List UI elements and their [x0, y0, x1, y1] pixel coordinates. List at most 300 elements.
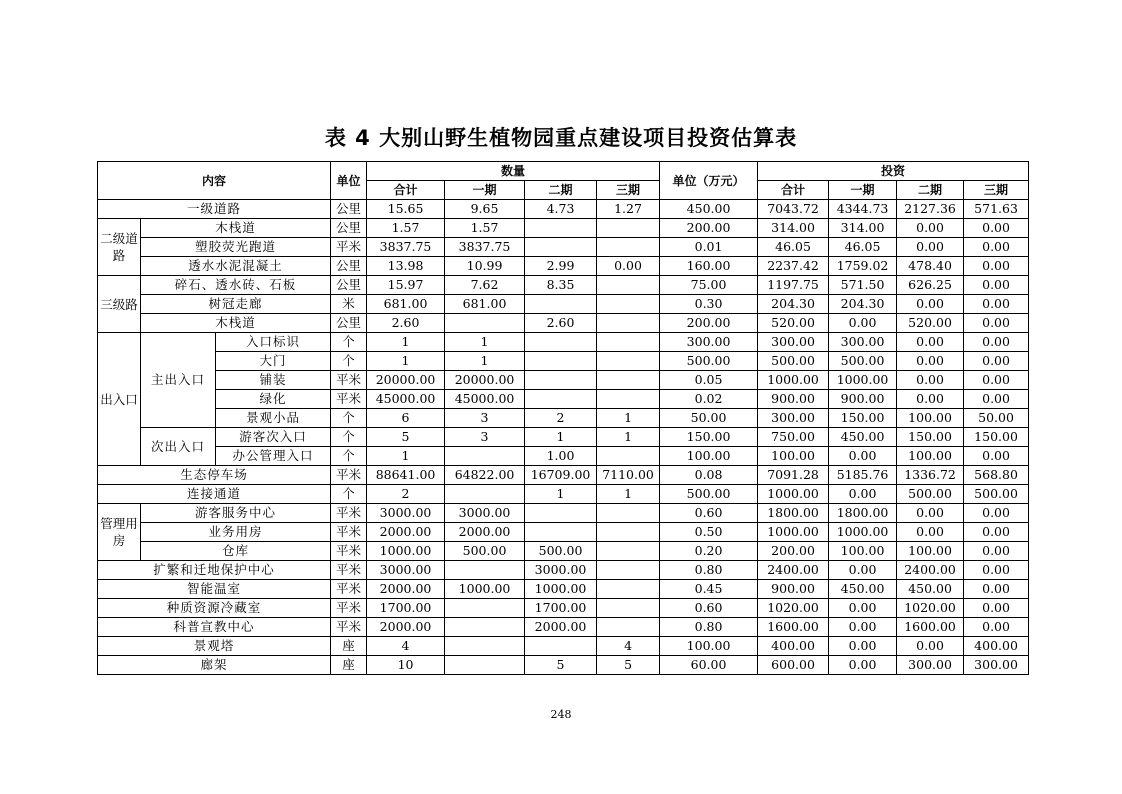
row-unit-price: 150.00	[660, 428, 758, 447]
row-unit: 平米	[331, 542, 367, 561]
row-inv-phase2: 0.00	[897, 371, 964, 390]
row-inv-phase2: 0.00	[897, 637, 964, 656]
row-inv-total: 100.00	[758, 447, 829, 466]
row-unit: 个	[331, 409, 367, 428]
row-inv-phase1: 450.00	[829, 428, 897, 447]
row-qty-phase1: 681.00	[445, 295, 525, 314]
row-qty-phase3	[597, 238, 660, 257]
table-row	[98, 333, 1029, 352]
row-inv-phase2: 100.00	[897, 409, 964, 428]
row-unit-price: 0.50	[660, 523, 758, 542]
row-qty-phase2	[525, 637, 597, 656]
row-unit: 公里	[331, 314, 367, 333]
table-row	[98, 561, 1029, 580]
row-qty-phase1: 1	[445, 333, 525, 352]
row-unit: 座	[331, 637, 367, 656]
row-inv-total: 1800.00	[758, 504, 829, 523]
row-name: 游客次入口	[216, 428, 331, 447]
row-inv-phase3: 0.00	[964, 580, 1029, 599]
row-qty-phase2	[525, 219, 597, 238]
row-qty-phase1: 3837.75	[445, 238, 525, 257]
row-qty-phase3	[597, 314, 660, 333]
row-qty-total: 2000.00	[367, 618, 445, 637]
row-inv-phase1: 0.00	[829, 447, 897, 466]
row-unit-price: 200.00	[660, 314, 758, 333]
row-name: 扩繁和迁地保护中心	[98, 561, 331, 580]
row-name: 塑胶荧光跑道	[141, 238, 331, 257]
row-inv-phase2: 0.00	[897, 504, 964, 523]
row-inv-phase2: 0.00	[897, 333, 964, 352]
row-inv-phase1: 0.00	[829, 485, 897, 504]
row-inv-phase3: 0.00	[964, 371, 1029, 390]
table-row	[98, 409, 1029, 428]
row-inv-phase3: 500.00	[964, 485, 1029, 504]
row-unit-price: 0.02	[660, 390, 758, 409]
row-inv-phase3: 400.00	[964, 637, 1029, 656]
row-inv-phase1: 5185.76	[829, 466, 897, 485]
row-name: 智能温室	[98, 580, 331, 599]
row-inv-phase2: 0.00	[897, 219, 964, 238]
row-inv-total: 500.00	[758, 352, 829, 371]
row-qty-phase2: 16709.00	[525, 466, 597, 485]
group-secondary-road: 二级道路	[98, 219, 141, 276]
row-inv-phase3: 0.00	[964, 295, 1029, 314]
row-unit: 平米	[331, 561, 367, 580]
row-qty-phase3	[597, 542, 660, 561]
header-inv-phase1: 一期	[829, 181, 897, 200]
row-name: 科普宣教中心	[98, 618, 331, 637]
row-name: 种质资源冷藏室	[98, 599, 331, 618]
row-unit-price: 100.00	[660, 447, 758, 466]
row-inv-phase3: 0.00	[964, 314, 1029, 333]
row-qty-phase3: 1	[597, 485, 660, 504]
row-qty-phase1: 500.00	[445, 542, 525, 561]
table-row	[98, 352, 1029, 371]
row-qty-phase2: 1700.00	[525, 599, 597, 618]
row-inv-total: 204.30	[758, 295, 829, 314]
row-inv-phase1: 450.00	[829, 580, 897, 599]
row-qty-phase3	[597, 371, 660, 390]
row-inv-phase3: 0.00	[964, 219, 1029, 238]
row-inv-phase2: 500.00	[897, 485, 964, 504]
row-inv-phase1: 0.00	[829, 618, 897, 637]
row-unit: 公里	[331, 219, 367, 238]
row-unit: 平米	[331, 390, 367, 409]
row-inv-phase2: 626.25	[897, 276, 964, 295]
row-inv-total: 1197.75	[758, 276, 829, 295]
row-qty-total: 2000.00	[367, 580, 445, 599]
table-row	[98, 523, 1029, 542]
row-inv-phase3: 0.00	[964, 447, 1029, 466]
row-inv-total: 46.05	[758, 238, 829, 257]
table-row	[98, 200, 1029, 219]
row-qty-total: 5	[367, 428, 445, 447]
row-inv-total: 2237.42	[758, 257, 829, 276]
row-inv-phase3: 0.00	[964, 257, 1029, 276]
row-inv-phase3: 0.00	[964, 542, 1029, 561]
row-inv-phase2: 100.00	[897, 542, 964, 561]
row-unit-price: 300.00	[660, 333, 758, 352]
row-qty-phase3	[597, 219, 660, 238]
header-inv-total: 合计	[758, 181, 829, 200]
row-unit: 公里	[331, 276, 367, 295]
group-secondary-entrance: 次出入口	[141, 428, 216, 466]
row-unit-price: 0.05	[660, 371, 758, 390]
table-row	[98, 371, 1029, 390]
row-inv-phase3: 300.00	[964, 656, 1029, 675]
row-inv-phase3: 0.00	[964, 238, 1029, 257]
row-qty-phase2: 1	[525, 485, 597, 504]
row-inv-phase2: 478.40	[897, 257, 964, 276]
row-qty-phase3: 1	[597, 428, 660, 447]
table-row	[98, 276, 1029, 295]
row-inv-phase2: 300.00	[897, 656, 964, 675]
row-qty-total: 1000.00	[367, 542, 445, 561]
row-unit: 公里	[331, 200, 367, 219]
row-unit-price: 0.01	[660, 238, 758, 257]
row-name: 绿化	[216, 390, 331, 409]
row-qty-total: 6	[367, 409, 445, 428]
row-inv-phase1: 0.00	[829, 599, 897, 618]
row-qty-phase1: 9.65	[445, 200, 525, 219]
row-qty-total: 2000.00	[367, 523, 445, 542]
row-unit-price: 200.00	[660, 219, 758, 238]
table-row	[98, 485, 1029, 504]
row-inv-total: 1020.00	[758, 599, 829, 618]
row-inv-phase2: 450.00	[897, 580, 964, 599]
row-inv-phase1: 1000.00	[829, 371, 897, 390]
row-inv-total: 400.00	[758, 637, 829, 656]
row-unit: 平米	[331, 523, 367, 542]
row-inv-phase1: 1000.00	[829, 523, 897, 542]
row-qty-phase1: 45000.00	[445, 390, 525, 409]
row-qty-total: 1.57	[367, 219, 445, 238]
row-inv-phase1: 1759.02	[829, 257, 897, 276]
row-qty-phase1: 20000.00	[445, 371, 525, 390]
row-unit-price: 500.00	[660, 352, 758, 371]
table-row	[98, 637, 1029, 656]
row-qty-phase3: 0.00	[597, 257, 660, 276]
row-name: 景观小品	[216, 409, 331, 428]
row-qty-phase2	[525, 238, 597, 257]
row-qty-total: 4	[367, 637, 445, 656]
row-qty-phase2	[525, 371, 597, 390]
row-qty-phase2: 2.99	[525, 257, 597, 276]
row-inv-total: 520.00	[758, 314, 829, 333]
row-qty-phase3	[597, 390, 660, 409]
row-inv-phase1: 1800.00	[829, 504, 897, 523]
row-qty-phase2: 2.60	[525, 314, 597, 333]
row-unit-price: 0.45	[660, 580, 758, 599]
row-inv-phase3: 568.80	[964, 466, 1029, 485]
table-row	[98, 618, 1029, 637]
row-qty-phase2: 4.73	[525, 200, 597, 219]
row-name: 仓库	[141, 542, 331, 561]
row-inv-phase2: 0.00	[897, 238, 964, 257]
page-number: 248	[550, 708, 572, 721]
row-qty-phase3	[597, 580, 660, 599]
row-qty-total: 1	[367, 333, 445, 352]
row-inv-phase1: 46.05	[829, 238, 897, 257]
row-qty-phase3: 1.27	[597, 200, 660, 219]
row-inv-total: 7091.28	[758, 466, 829, 485]
row-qty-total: 1	[367, 447, 445, 466]
row-inv-phase3: 0.00	[964, 276, 1029, 295]
row-inv-total: 1000.00	[758, 485, 829, 504]
row-inv-total: 1600.00	[758, 618, 829, 637]
row-qty-phase2	[525, 352, 597, 371]
header-quantity: 数量	[367, 162, 660, 181]
row-inv-total: 600.00	[758, 656, 829, 675]
row-inv-phase3: 571.63	[964, 200, 1029, 219]
row-qty-phase1: 2000.00	[445, 523, 525, 542]
row-inv-total: 300.00	[758, 333, 829, 352]
row-inv-phase1: 314.00	[829, 219, 897, 238]
row-qty-phase2: 2000.00	[525, 618, 597, 637]
row-unit-price: 60.00	[660, 656, 758, 675]
row-qty-phase1	[445, 656, 525, 675]
row-inv-phase1: 150.00	[829, 409, 897, 428]
group-tertiary-road: 三级路	[98, 276, 141, 333]
row-unit: 个	[331, 352, 367, 371]
row-inv-phase3: 0.00	[964, 523, 1029, 542]
row-qty-total: 3000.00	[367, 561, 445, 580]
row-inv-phase1: 0.00	[829, 656, 897, 675]
row-name: 木栈道	[141, 219, 331, 238]
row-inv-phase1: 500.00	[829, 352, 897, 371]
row-unit-price: 0.80	[660, 561, 758, 580]
row-name: 廊架	[98, 656, 331, 675]
row-qty-phase2: 2	[525, 409, 597, 428]
header-qty-phase3: 三期	[597, 181, 660, 200]
row-name: 办公管理入口	[216, 447, 331, 466]
row-unit-price: 450.00	[660, 200, 758, 219]
row-name: 木栈道	[141, 314, 331, 333]
row-unit: 个	[331, 333, 367, 352]
table-row	[98, 238, 1029, 257]
row-inv-total: 200.00	[758, 542, 829, 561]
row-qty-phase1: 1	[445, 352, 525, 371]
row-inv-phase2: 0.00	[897, 352, 964, 371]
row-inv-phase1: 100.00	[829, 542, 897, 561]
row-name: 铺装	[216, 371, 331, 390]
row-unit-price: 0.80	[660, 618, 758, 637]
table-row	[98, 504, 1029, 523]
row-qty-total: 15.65	[367, 200, 445, 219]
row-qty-phase2: 5	[525, 656, 597, 675]
row-inv-phase3: 0.00	[964, 599, 1029, 618]
row-inv-phase3: 0.00	[964, 618, 1029, 637]
row-inv-phase2: 520.00	[897, 314, 964, 333]
row-inv-phase2: 150.00	[897, 428, 964, 447]
row-inv-total: 1000.00	[758, 523, 829, 542]
group-main-entrance: 主出入口	[141, 333, 216, 428]
row-inv-phase1: 4344.73	[829, 200, 897, 219]
table-row	[98, 257, 1029, 276]
row-unit: 平米	[331, 371, 367, 390]
row-unit: 米	[331, 295, 367, 314]
row-qty-phase1	[445, 314, 525, 333]
row-qty-phase3: 5	[597, 656, 660, 675]
row-name: 一级道路	[98, 200, 331, 219]
row-unit-price: 160.00	[660, 257, 758, 276]
row-inv-phase2: 2400.00	[897, 561, 964, 580]
row-inv-phase2: 1336.72	[897, 466, 964, 485]
row-qty-total: 88641.00	[367, 466, 445, 485]
table-row	[98, 466, 1029, 485]
header-qty-phase2: 二期	[525, 181, 597, 200]
row-name: 透水水泥混凝土	[141, 257, 331, 276]
row-qty-phase3: 1	[597, 409, 660, 428]
row-unit: 个	[331, 428, 367, 447]
row-unit-price: 0.08	[660, 466, 758, 485]
row-qty-total: 13.98	[367, 257, 445, 276]
row-qty-total: 15.97	[367, 276, 445, 295]
header-row	[98, 162, 1029, 181]
row-qty-total: 45000.00	[367, 390, 445, 409]
row-unit: 平米	[331, 504, 367, 523]
row-inv-phase1: 571.50	[829, 276, 897, 295]
row-qty-total: 1700.00	[367, 599, 445, 618]
row-qty-phase2	[525, 523, 597, 542]
table-row	[98, 314, 1029, 333]
group-entrance: 出入口	[98, 333, 141, 466]
table-row	[98, 390, 1029, 409]
row-qty-phase2: 8.35	[525, 276, 597, 295]
header-unit: 单位	[331, 162, 367, 200]
row-inv-phase1: 204.30	[829, 295, 897, 314]
row-inv-phase2: 2127.36	[897, 200, 964, 219]
row-qty-total: 1	[367, 352, 445, 371]
row-name: 业务用房	[141, 523, 331, 542]
row-inv-phase3: 0.00	[964, 504, 1029, 523]
table-row	[98, 542, 1029, 561]
row-qty-total: 681.00	[367, 295, 445, 314]
row-inv-total: 2400.00	[758, 561, 829, 580]
row-qty-total: 2	[367, 485, 445, 504]
row-unit-price: 0.60	[660, 504, 758, 523]
row-inv-phase2: 1600.00	[897, 618, 964, 637]
row-unit: 平米	[331, 238, 367, 257]
row-qty-phase3	[597, 333, 660, 352]
row-inv-phase2: 0.00	[897, 390, 964, 409]
row-unit: 平米	[331, 580, 367, 599]
row-qty-total: 20000.00	[367, 371, 445, 390]
row-name: 大门	[216, 352, 331, 371]
row-qty-phase1	[445, 599, 525, 618]
row-qty-phase2	[525, 333, 597, 352]
row-unit-price: 500.00	[660, 485, 758, 504]
row-inv-phase2: 0.00	[897, 295, 964, 314]
row-unit: 公里	[331, 257, 367, 276]
row-unit-price: 0.60	[660, 599, 758, 618]
header-inv-phase3: 三期	[964, 181, 1029, 200]
row-unit: 平米	[331, 466, 367, 485]
row-qty-phase3	[597, 295, 660, 314]
row-qty-phase3: 4	[597, 637, 660, 656]
table-row	[98, 580, 1029, 599]
group-management: 管理用房	[98, 504, 141, 561]
header-qty-phase1: 一期	[445, 181, 525, 200]
row-qty-phase3	[597, 447, 660, 466]
row-qty-phase2: 1	[525, 428, 597, 447]
row-qty-phase2: 500.00	[525, 542, 597, 561]
row-unit: 个	[331, 485, 367, 504]
row-qty-phase3	[597, 504, 660, 523]
row-inv-phase3: 0.00	[964, 390, 1029, 409]
investment-table	[97, 161, 1029, 675]
row-unit-price: 0.30	[660, 295, 758, 314]
header-unit-price: 单位（万元）	[660, 162, 758, 200]
row-qty-phase1: 64822.00	[445, 466, 525, 485]
row-qty-phase1	[445, 447, 525, 466]
table-row	[98, 447, 1029, 466]
row-inv-phase2: 1020.00	[897, 599, 964, 618]
row-qty-phase2	[525, 295, 597, 314]
row-inv-phase1: 300.00	[829, 333, 897, 352]
row-name: 生态停车场	[98, 466, 331, 485]
table-row	[98, 599, 1029, 618]
row-qty-phase1: 3	[445, 428, 525, 447]
row-inv-phase3: 0.00	[964, 352, 1029, 371]
table-row	[98, 219, 1029, 238]
row-qty-total: 3837.75	[367, 238, 445, 257]
row-name: 入口标识	[216, 333, 331, 352]
row-qty-total: 3000.00	[367, 504, 445, 523]
row-name: 连接通道	[98, 485, 331, 504]
header-investment: 投资	[758, 162, 1029, 181]
row-unit: 座	[331, 656, 367, 675]
row-inv-total: 314.00	[758, 219, 829, 238]
row-name: 游客服务中心	[141, 504, 331, 523]
row-qty-phase1	[445, 637, 525, 656]
row-inv-phase1: 0.00	[829, 561, 897, 580]
row-qty-total: 2.60	[367, 314, 445, 333]
row-qty-phase3	[597, 352, 660, 371]
row-name: 景观塔	[98, 637, 331, 656]
row-qty-phase1: 7.62	[445, 276, 525, 295]
row-qty-phase1: 1.57	[445, 219, 525, 238]
row-qty-phase1: 10.99	[445, 257, 525, 276]
row-qty-phase3	[597, 523, 660, 542]
row-qty-phase2: 1000.00	[525, 580, 597, 599]
row-inv-phase2: 100.00	[897, 447, 964, 466]
row-inv-phase3: 0.00	[964, 561, 1029, 580]
table-row	[98, 656, 1029, 675]
row-inv-total: 900.00	[758, 580, 829, 599]
row-qty-phase3	[597, 599, 660, 618]
row-qty-total: 10	[367, 656, 445, 675]
row-name: 碎石、透水砖、石板	[141, 276, 331, 295]
row-inv-total: 7043.72	[758, 200, 829, 219]
table-row	[98, 428, 1029, 447]
header-inv-phase2: 二期	[897, 181, 964, 200]
row-qty-phase3: 7110.00	[597, 466, 660, 485]
row-inv-total: 300.00	[758, 409, 829, 428]
row-inv-phase3: 50.00	[964, 409, 1029, 428]
row-qty-phase1: 3000.00	[445, 504, 525, 523]
row-qty-phase3	[597, 561, 660, 580]
row-inv-phase2: 0.00	[897, 523, 964, 542]
page-title: 表 4 大别山野生植物园重点建设项目投资估算表	[324, 126, 798, 150]
row-qty-phase1	[445, 485, 525, 504]
row-unit-price: 0.20	[660, 542, 758, 561]
row-qty-phase1	[445, 618, 525, 637]
header-qty-total: 合计	[367, 181, 445, 200]
row-qty-phase1	[445, 561, 525, 580]
row-inv-phase1: 0.00	[829, 637, 897, 656]
row-unit-price: 75.00	[660, 276, 758, 295]
